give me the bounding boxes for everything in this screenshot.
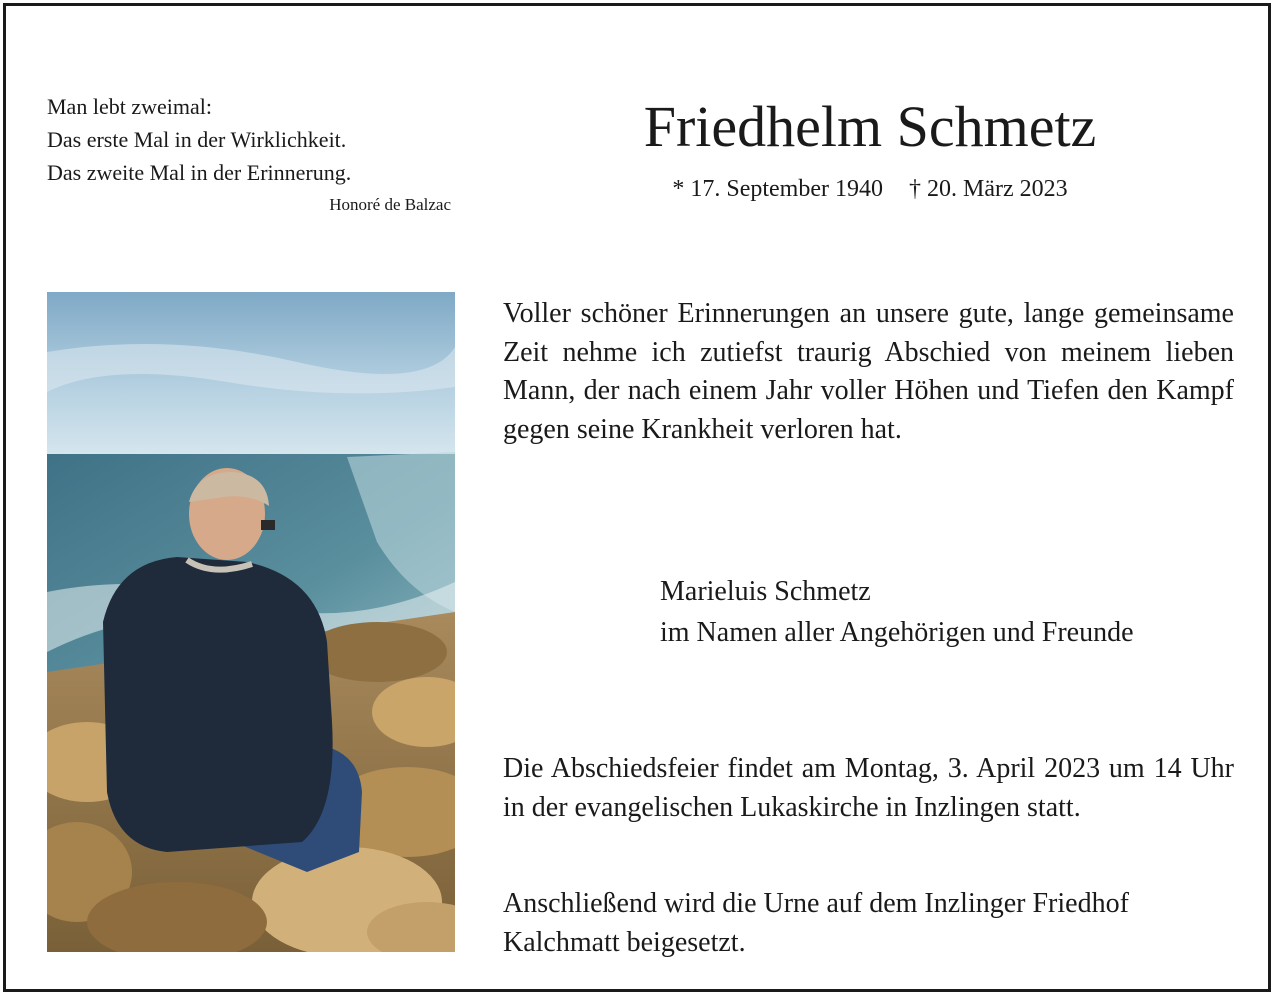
epigraph-author: Honoré de Balzac [329, 195, 451, 214]
epigraph-line: Das zweite Mal in der Erinnerung. [47, 160, 352, 185]
ceremony-paragraph: Die Abschiedsfeier findet am Montag, 3. April 2023 um 14 Uhr in der evangelischen Lukaskirche in Inzlingen statt. [503, 753, 1234, 823]
portrait-photo [47, 292, 455, 952]
signoff-name: Marieluis Schmetz [660, 576, 871, 607]
burial-paragraph: Anschließend wird die Urne auf dem Inzlinger Friedhof Kalchmatt beigesetzt. [503, 888, 1129, 958]
photo-man-by-sea-icon [47, 292, 455, 952]
signoff [660, 571, 1134, 653]
death-date: † 20. März 2023 [909, 176, 1068, 202]
birth-date: * 17. September 1940 [672, 176, 883, 202]
life-dates [560, 176, 1180, 203]
farewell-paragraph: Voller schöner Erinnerungen an unsere gute, lange gemeinsame Zeit nehme ich zutiefst traurig Abschied von meinem lieben Mann, der nach einem Jahr voller Höhen und Tiefen den Kampf gegen seine Krankheit verloren hat. [503, 298, 1234, 445]
signoff-line: im Namen aller Angehörigen und Freunde [660, 617, 1134, 648]
epigraph [47, 90, 451, 215]
epigraph-line: Das erste Mal in der Wirklichkeit. [47, 127, 347, 152]
deceased-name: Friedhelm Schmetz [643, 94, 1097, 159]
epigraph-line: Man lebt zweimal: [47, 94, 212, 119]
